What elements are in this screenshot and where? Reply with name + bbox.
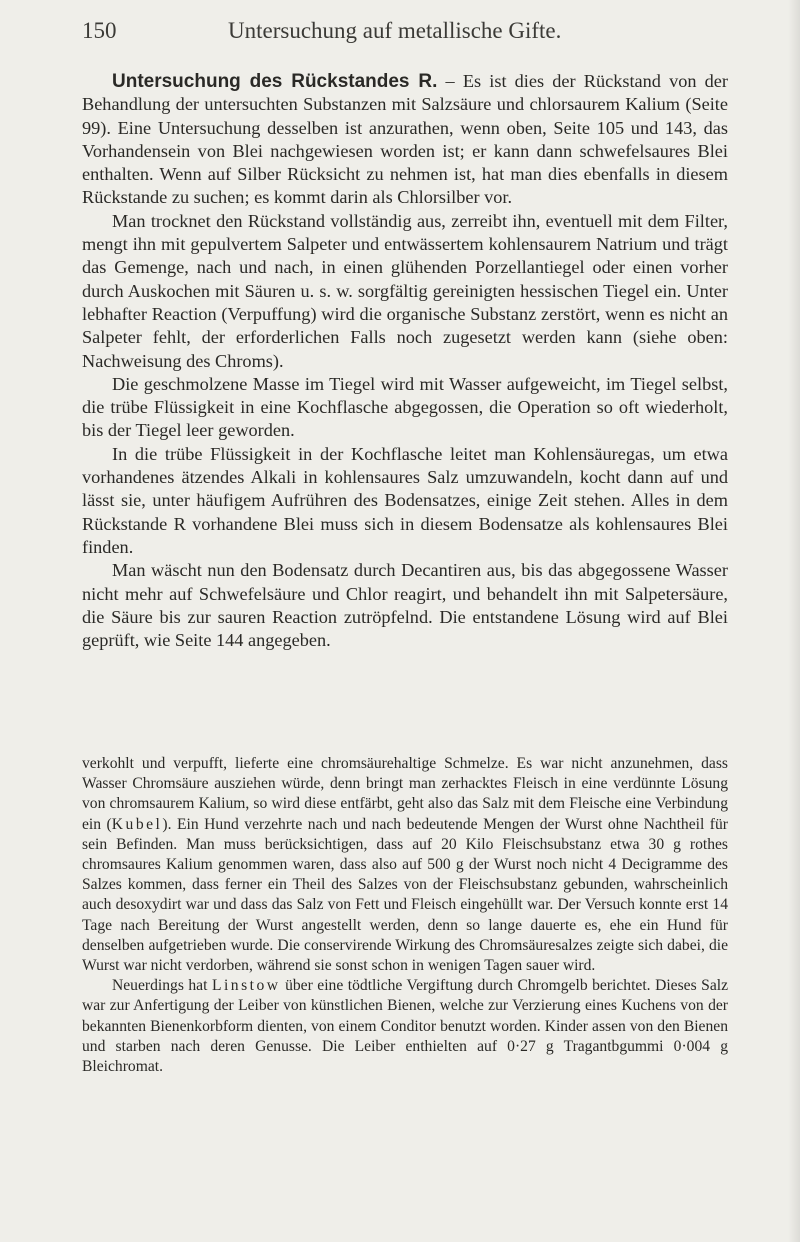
- footnote-paragraph-wurst: [82, 754, 728, 976]
- running-title: Untersuchung auf metallische Gifte.: [228, 18, 562, 43]
- author-name-kubel: Kubel: [111, 815, 163, 833]
- footnote-text: Neuerdings hat: [112, 977, 212, 995]
- author-name-linstow: Linstow: [211, 977, 281, 995]
- footnote-text: verkohlt und verpufft, lieferte eine chromsäurehaltige Schmelze. Es war nicht anzunehmen, dass Wasser Chromsäure ausziehen würde, denn bringt man zerhacktes Fleisch in eine verdünnte Lösung von chromsaurem Kalium, so wird diese entfärbt, geht also das Salz mit dem Fleische eine Verbindung ein (: [82, 755, 728, 833]
- paragraph-text: – Es ist dies der Rückstand von der Behandlung der untersuchten Substanzen mit Salzsäure und chlorsaurem Kalium (Seite 99). Eine Untersuchung desselben ist anzurathen, wenn oben, Seite 105 und 143, das Vorhandensein von Blei nachgewiesen worden ist; er kann dann schwefelsaures Blei enthalten. Wenn auf Silber Rücksicht zu nehmen ist, hat man dies ebenfalls in diesem Rückstande zu suchen; es kommt darin als Chlorsilber vor.: [82, 71, 729, 208]
- paragraph-schmelze: Die geschmolzene Masse im Tiegel wird mit Wasser aufgeweicht, im Tiegel selbst, die trübe Flüssigkeit in eine Kochflasche abgegossen, die Operation so oft wiederholt, bis der Tiegel leer geworden.: [82, 373, 728, 441]
- paragraph-bodensatz: Man wäscht nun den Bodensatz durch Decantiren aus, bis das abgegossene Wasser nicht mehr auf Schwefelsäure und Chlor reagirt, und behandelt ihn mit Salpetersäure, die Säure bis zur sauren Reaction zutröpfelnd. Die entstandene Lösung wird auf Blei geprüft, wie Seite 144 angegeben.: [82, 560, 728, 651]
- footnote-text: ). Ein Hund verzehrte nach und nach bedeutende Mengen der Wurst ohne Nachtheil für sein Befinden. Man muss berücksichtigen, dass auf 20 Kilo Fleischsubstanz etwa 30 g rothes chromsaures Kalium genommen waren, dass also auf 500 g der Wurst noch nicht 4 Decigramme des Salzes kommen, dass ferner ein Theil des Salzes von der Fleischsubstanz gebunden, wahrscheinlich auch desoxydirt war und dass das Salz von Fett und Fleisch eingehüllt war. Der Versuch konnte erst 14 Tage nach Bereitung der Wurst angestellt werden, denn so lange dauerte es, ehe ein Hund für denselben aufgetrieben wurde. Die conservirende Wirkung des Chromsäuresalzes zeigte sich dabei, die Wurst war nicht verdorben, während sie sonst schon in wenigen Tagen sauer wird.: [82, 815, 728, 975]
- page-number: 150: [82, 18, 117, 43]
- footnote-paragraph-linstow: [82, 976, 728, 1077]
- paragraph-kohlensaeure: In die trübe Flüssigkeit in der Kochflasche leitet man Kohlensäuregas, um etwa vorhandenes ätzendes Alkali in kohlensaures Salz umzuwandeln, kocht dann auf und lässt sie, unter häufigem Aufrühren des Bodensatzes, einige Zeit stehen. Alles in dem Rückstande R vorhandene Blei muss sich in diesem Bodensatze als kohlensaures Blei finden.: [82, 443, 728, 557]
- page-edge-shadow: [788, 0, 800, 1242]
- main-text: [82, 70, 728, 652]
- paragraph-trocknen: Man trocknet den Rückstand vollständig aus, zerreibt ihn, eventuell mit dem Filter, mengt ihn mit gepulvertem Salpeter und entwässertem kohlensaurem Natrium und trägt das Gemenge, nach und nach, in einen glühenden Porzellantiegel oder einen vorher durch Auskochen mit Säuren u. s. w. sorgfältig gereinigten hessischen Tiegel ein. Unter lebhafter Reaction (Verpuffung) wird die organische Substanz zerstört, wenn es nicht an Salpeter fehlt, der erforderlichen Falls noch zugesetzt werden kann (siehe oben: Nachweisung des Chroms).: [82, 210, 728, 371]
- running-head: [82, 14, 722, 54]
- footnote-block: [82, 754, 728, 1077]
- paragraph-rueckstand: [82, 70, 728, 210]
- footnote-text: über eine tödtliche Vergiftung durch Chromgelb berichtet. Dieses Salz war zur Anfertigung der Leiber von künstlichen Bienen, welche zur Verzierung eines Kuchens von der bekannten Bienenkorbform dienten, von einem Conditor benutzt worden. Kinder assen von den Bienen und starben nach deren Genusse. Die Leiber enthielten auf 0·27 g Tragantbgummi 0·004 g Bleichromat.: [82, 977, 729, 1076]
- section-heading: Untersuchung des Rückstandes R.: [112, 71, 438, 92]
